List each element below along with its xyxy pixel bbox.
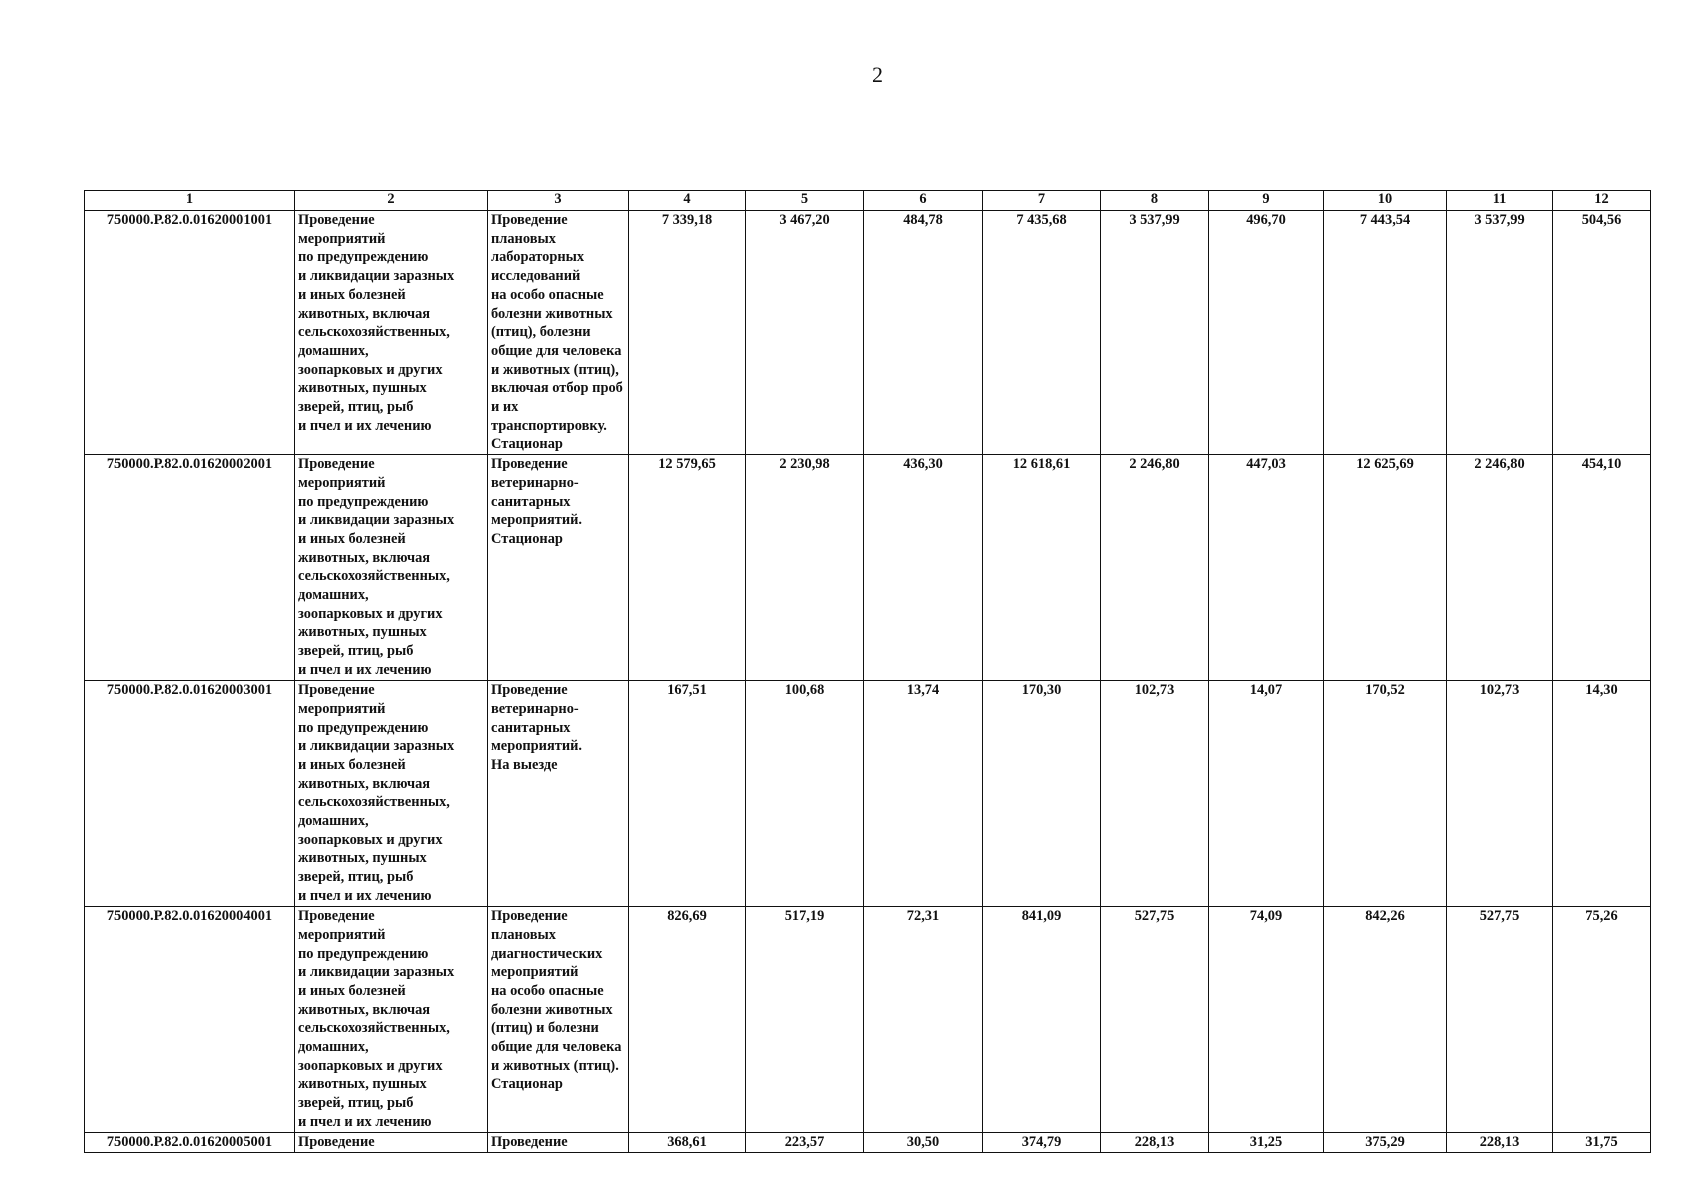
value-cell: 100,68 xyxy=(746,681,864,907)
work-name: Проведение плановых диагностических мероприятий на особо опасные болезни животных (птиц) и болезни общие для человека и животных (птиц). Стационар xyxy=(488,907,629,1133)
budget-table xyxy=(84,190,1651,1153)
table-row xyxy=(85,1133,1651,1153)
value-cell: 13,74 xyxy=(864,681,983,907)
value-cell: 31,75 xyxy=(1553,1133,1651,1153)
page-number: 2 xyxy=(872,62,883,87)
registry-code: 750000.Р.82.0.01620002001 xyxy=(85,455,295,681)
value-cell: 3 467,20 xyxy=(746,211,864,455)
value-cell: 7 443,54 xyxy=(1324,211,1447,455)
service-name: Проведение мероприятий по предупреждению и ликвидации заразных и иных болезней животных, включая сельскохозяйственных, домашних, зоопарковых и других животных, пушных зверей, птиц, рыб и пчел и их лечению xyxy=(295,907,488,1133)
service-name: Проведение мероприятий по предупреждению и ликвидации заразных и иных болезней животных, включая сельскохозяйственных, домашних, зоопарковых и других животных, пушных зверей, птиц, рыб и пчел и их лечению xyxy=(295,681,488,907)
value-cell: 102,73 xyxy=(1447,681,1553,907)
value-cell: 167,51 xyxy=(629,681,746,907)
table-row xyxy=(85,907,1651,1133)
value-cell: 3 537,99 xyxy=(1447,211,1553,455)
table-row xyxy=(85,455,1651,681)
service-name: Проведение мероприятий по предупреждению и ликвидации заразных и иных болезней животных, включая сельскохозяйственных, домашних, зоопарковых и других животных, пушных зверей, птиц, рыб и пчел и их лечению xyxy=(295,455,488,681)
column-number: 12 xyxy=(1553,191,1651,211)
column-number: 4 xyxy=(629,191,746,211)
service-name: Проведение xyxy=(295,1133,488,1153)
table-row xyxy=(85,211,1651,455)
registry-code: 750000.Р.82.0.01620005001 xyxy=(85,1133,295,1153)
registry-code: 750000.Р.82.0.01620001001 xyxy=(85,211,295,455)
value-cell: 12 579,65 xyxy=(629,455,746,681)
value-cell: 72,31 xyxy=(864,907,983,1133)
column-number: 3 xyxy=(488,191,629,211)
value-cell: 517,19 xyxy=(746,907,864,1133)
value-cell: 30,50 xyxy=(864,1133,983,1153)
column-number: 8 xyxy=(1101,191,1209,211)
value-cell: 368,61 xyxy=(629,1133,746,1153)
value-cell: 12 625,69 xyxy=(1324,455,1447,681)
value-cell: 436,30 xyxy=(864,455,983,681)
registry-code: 750000.Р.82.0.01620003001 xyxy=(85,681,295,907)
value-cell: 102,73 xyxy=(1101,681,1209,907)
value-cell: 527,75 xyxy=(1447,907,1553,1133)
column-number: 2 xyxy=(295,191,488,211)
column-number: 1 xyxy=(85,191,295,211)
value-cell: 12 618,61 xyxy=(983,455,1101,681)
value-cell: 496,70 xyxy=(1209,211,1324,455)
value-cell: 447,03 xyxy=(1209,455,1324,681)
work-name: Проведение плановых лабораторных исследований на особо опасные болезни животных (птиц), болезни общие для человека и животных (птиц), включая отбор проб и их транспортировку. Стационар xyxy=(488,211,629,455)
column-number: 5 xyxy=(746,191,864,211)
value-cell: 14,07 xyxy=(1209,681,1324,907)
value-cell: 31,25 xyxy=(1209,1133,1324,1153)
value-cell: 75,26 xyxy=(1553,907,1651,1133)
value-cell: 223,57 xyxy=(746,1133,864,1153)
work-name: Проведение xyxy=(488,1133,629,1153)
value-cell: 74,09 xyxy=(1209,907,1324,1133)
value-cell: 2 246,80 xyxy=(1101,455,1209,681)
value-cell: 841,09 xyxy=(983,907,1101,1133)
column-number: 6 xyxy=(864,191,983,211)
value-cell: 2 230,98 xyxy=(746,455,864,681)
column-number: 7 xyxy=(983,191,1101,211)
value-cell: 454,10 xyxy=(1553,455,1651,681)
value-cell: 228,13 xyxy=(1101,1133,1209,1153)
value-cell: 375,29 xyxy=(1324,1133,1447,1153)
column-number: 11 xyxy=(1447,191,1553,211)
value-cell: 7 339,18 xyxy=(629,211,746,455)
value-cell: 14,30 xyxy=(1553,681,1651,907)
column-number: 9 xyxy=(1209,191,1324,211)
value-cell: 842,26 xyxy=(1324,907,1447,1133)
value-cell: 504,56 xyxy=(1553,211,1651,455)
value-cell: 527,75 xyxy=(1101,907,1209,1133)
service-name: Проведение мероприятий по предупреждению и ликвидации заразных и иных болезней животных, включая сельскохозяйственных, домашних, зоопарковых и других животных, пушных зверей, птиц, рыб и пчел и их лечению xyxy=(295,211,488,455)
value-cell: 826,69 xyxy=(629,907,746,1133)
value-cell: 228,13 xyxy=(1447,1133,1553,1153)
value-cell: 170,52 xyxy=(1324,681,1447,907)
work-name: Проведение ветеринарно- санитарных мероприятий. Стационар xyxy=(488,455,629,681)
table-row xyxy=(85,681,1651,907)
value-cell: 374,79 xyxy=(983,1133,1101,1153)
value-cell: 2 246,80 xyxy=(1447,455,1553,681)
column-number: 10 xyxy=(1324,191,1447,211)
work-name: Проведение ветеринарно- санитарных мероприятий. На выезде xyxy=(488,681,629,907)
column-number-row xyxy=(85,191,1651,211)
value-cell: 3 537,99 xyxy=(1101,211,1209,455)
value-cell: 7 435,68 xyxy=(983,211,1101,455)
value-cell: 170,30 xyxy=(983,681,1101,907)
value-cell: 484,78 xyxy=(864,211,983,455)
registry-code: 750000.Р.82.0.01620004001 xyxy=(85,907,295,1133)
